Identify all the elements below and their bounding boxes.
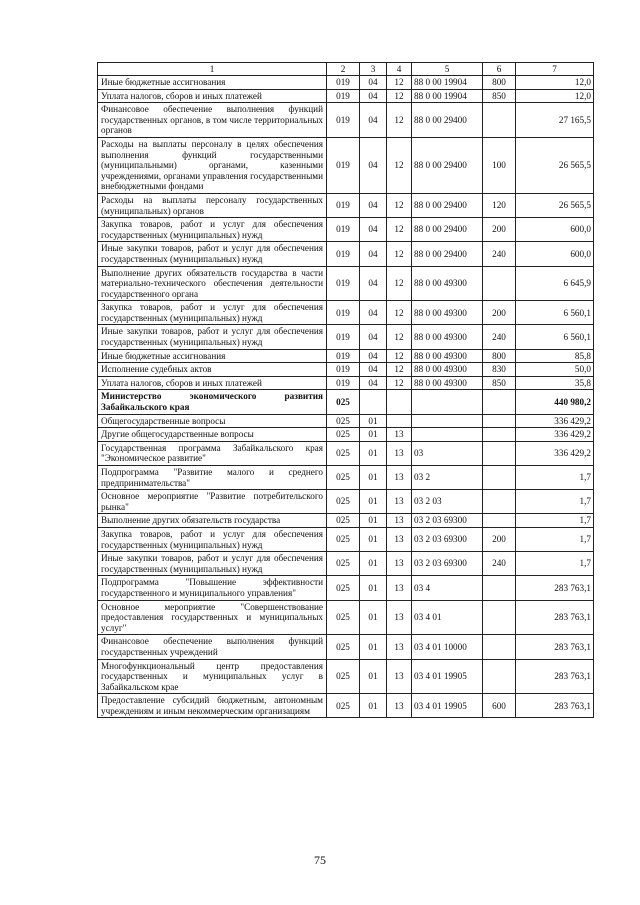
- cell-subsection: 12: [387, 76, 412, 90]
- cell-subsection: 12: [387, 89, 412, 103]
- cell-amount: 27 165,5: [516, 103, 594, 138]
- cell-expense-type: 200: [483, 218, 516, 242]
- cell-name: Выполнение других обязательств государства: [98, 514, 327, 528]
- cell-ministry-code: 025: [327, 694, 360, 718]
- cell-subsection: 12: [387, 349, 412, 363]
- cell-name: Финансовое обеспечение выполнения функций государственных учреждений: [98, 635, 327, 659]
- cell-name: Закупка товаров, работ и услуг для обеспечения государственных (муниципальных) нужд: [98, 301, 327, 325]
- cell-target-article: 88 0 00 29400: [412, 193, 483, 217]
- cell-name: Иные закупки товаров, работ и услуг для обеспечения государственных (муниципальных) нужд: [98, 552, 327, 576]
- cell-name: Министерство экономического развития Забайкальского края: [98, 390, 327, 414]
- cell-section: 04: [360, 376, 387, 390]
- column-header-target-article: 5: [412, 63, 483, 76]
- cell-section: 04: [360, 363, 387, 377]
- table-row: [98, 576, 594, 600]
- cell-expense-type: [483, 600, 516, 635]
- cell-name: Расходы на выплаты персоналу в целях обеспечения выполнения функций государственными (муниципальными) органами, казенными учреждениями, органами управления государственными внебюджетными фондами: [98, 137, 327, 193]
- cell-target-article: 03 4 01 19905: [412, 694, 483, 718]
- cell-expense-type: 200: [483, 301, 516, 325]
- table-row: [98, 694, 594, 718]
- cell-name: Расходы на выплаты персоналу государственных (муниципальных) органов: [98, 193, 327, 217]
- cell-target-article: 03 2 03 69300: [412, 552, 483, 576]
- cell-expense-type: 240: [483, 242, 516, 266]
- table-row: [98, 301, 594, 325]
- column-header-expense-type: 6: [483, 63, 516, 76]
- cell-subsection: 12: [387, 325, 412, 349]
- cell-section: 01: [360, 576, 387, 600]
- cell-name: Иные закупки товаров, работ и услуг для обеспечения государственных (муниципальных) нужд: [98, 325, 327, 349]
- cell-expense-type: [483, 103, 516, 138]
- cell-subsection: 13: [387, 635, 412, 659]
- cell-section: 01: [360, 552, 387, 576]
- cell-expense-type: [483, 441, 516, 465]
- cell-section: 04: [360, 242, 387, 266]
- cell-section: 04: [360, 103, 387, 138]
- cell-subsection: 12: [387, 103, 412, 138]
- cell-ministry-code: 025: [327, 441, 360, 465]
- cell-name: Иные бюджетные ассигнования: [98, 349, 327, 363]
- cell-target-article: 88 0 00 49300: [412, 301, 483, 325]
- cell-amount: 440 980,2: [516, 390, 594, 414]
- cell-name: Уплата налогов, сборов и иных платежей: [98, 89, 327, 103]
- cell-section: 01: [360, 527, 387, 551]
- cell-ministry-code: 019: [327, 266, 360, 301]
- cell-ministry-code: 019: [327, 376, 360, 390]
- table-row: [98, 414, 594, 428]
- cell-target-article: 03 4 01: [412, 600, 483, 635]
- cell-expense-type: [483, 266, 516, 301]
- cell-target-article: 88 0 00 29400: [412, 242, 483, 266]
- table-row: [98, 490, 594, 514]
- cell-subsection: [387, 390, 412, 414]
- cell-target-article: 88 0 00 49300: [412, 363, 483, 377]
- table-row: [98, 552, 594, 576]
- cell-amount: 1,7: [516, 552, 594, 576]
- cell-subsection: 12: [387, 193, 412, 217]
- cell-name: Государственная программа Забайкальского края "Экономическое развитие": [98, 441, 327, 465]
- cell-target-article: 03 4 01 10000: [412, 635, 483, 659]
- cell-expense-type: 240: [483, 552, 516, 576]
- table-row: [98, 193, 594, 217]
- cell-section: 01: [360, 635, 387, 659]
- cell-name: Иные закупки товаров, работ и услуг для обеспечения государственных (муниципальных) нужд: [98, 242, 327, 266]
- cell-subsection: 13: [387, 514, 412, 528]
- cell-amount: 336 429,2: [516, 441, 594, 465]
- cell-expense-type: 850: [483, 89, 516, 103]
- table-row: [98, 89, 594, 103]
- cell-expense-type: [483, 414, 516, 428]
- cell-section: 01: [360, 466, 387, 490]
- cell-ministry-code: 025: [327, 490, 360, 514]
- cell-amount: 283 763,1: [516, 635, 594, 659]
- cell-ministry-code: 019: [327, 218, 360, 242]
- cell-ministry-code: 019: [327, 89, 360, 103]
- cell-ministry-code: 025: [327, 600, 360, 635]
- table-header-row: [98, 63, 594, 76]
- table-row: [98, 103, 594, 138]
- cell-section: 01: [360, 514, 387, 528]
- cell-amount: 6 645,9: [516, 266, 594, 301]
- cell-subsection: 13: [387, 527, 412, 551]
- column-header-amount: 7: [516, 63, 594, 76]
- cell-name: Предоставление субсидий бюджетным, автономным учреждениям и иным некоммерческим организациям: [98, 694, 327, 718]
- cell-subsection: 12: [387, 363, 412, 377]
- cell-subsection: 13: [387, 576, 412, 600]
- column-header-ministry: 2: [327, 63, 360, 76]
- table-row: [98, 441, 594, 465]
- cell-ministry-code: 019: [327, 349, 360, 363]
- cell-target-article: 88 0 00 49300: [412, 325, 483, 349]
- cell-name: Иные бюджетные ассигнования: [98, 76, 327, 90]
- cell-target-article: [412, 428, 483, 442]
- cell-section: 01: [360, 414, 387, 428]
- cell-target-article: 88 0 00 49300: [412, 376, 483, 390]
- cell-name: Закупка товаров, работ и услуг для обеспечения государственных (муниципальных) нужд: [98, 218, 327, 242]
- cell-subsection: 13: [387, 659, 412, 694]
- cell-expense-type: [483, 466, 516, 490]
- cell-amount: 6 560,1: [516, 301, 594, 325]
- cell-section: 01: [360, 600, 387, 635]
- column-header-name: 1: [98, 63, 327, 76]
- cell-ministry-code: 025: [327, 635, 360, 659]
- cell-ministry-code: 025: [327, 390, 360, 414]
- cell-subsection: 13: [387, 466, 412, 490]
- cell-subsection: 12: [387, 242, 412, 266]
- cell-name: Основное мероприятие "Совершенствование предоставления государственных и муниципальных услуг": [98, 600, 327, 635]
- table-row: [98, 325, 594, 349]
- cell-target-article: 88 0 00 29400: [412, 103, 483, 138]
- cell-section: 01: [360, 659, 387, 694]
- table-row: [98, 266, 594, 301]
- cell-subsection: 12: [387, 266, 412, 301]
- cell-subsection: 13: [387, 428, 412, 442]
- cell-expense-type: [483, 659, 516, 694]
- cell-amount: 600,0: [516, 242, 594, 266]
- cell-expense-type: [483, 428, 516, 442]
- cell-subsection: 13: [387, 441, 412, 465]
- cell-ministry-code: 025: [327, 428, 360, 442]
- table-row: [98, 428, 594, 442]
- column-header-section: 3: [360, 63, 387, 76]
- cell-section: 01: [360, 441, 387, 465]
- cell-subsection: 13: [387, 552, 412, 576]
- cell-expense-type: [483, 576, 516, 600]
- cell-expense-type: [483, 490, 516, 514]
- table-row: [98, 242, 594, 266]
- table-row: [98, 363, 594, 377]
- cell-amount: 6 560,1: [516, 325, 594, 349]
- table-row: [98, 600, 594, 635]
- cell-section: 04: [360, 266, 387, 301]
- table-row: [98, 349, 594, 363]
- cell-ministry-code: 025: [327, 552, 360, 576]
- cell-name: Многофункциональный центр предоставления государственных и муниципальных услуг в Забайкальском крае: [98, 659, 327, 694]
- cell-ministry-code: 019: [327, 103, 360, 138]
- cell-target-article: 03 4: [412, 576, 483, 600]
- cell-name: Подпрограмма "Повышение эффективности государственного и муниципального управления": [98, 576, 327, 600]
- cell-ministry-code: 025: [327, 527, 360, 551]
- cell-target-article: [412, 390, 483, 414]
- cell-target-article: 88 0 00 49300: [412, 266, 483, 301]
- cell-expense-type: [483, 390, 516, 414]
- cell-section: 04: [360, 137, 387, 193]
- cell-expense-type: [483, 635, 516, 659]
- cell-name: Финансовое обеспечение выполнения функций государственных органов, в том числе территориальных органов: [98, 103, 327, 138]
- cell-section: 04: [360, 193, 387, 217]
- cell-target-article: 03 2 03 69300: [412, 514, 483, 528]
- cell-target-article: 88 0 00 49300: [412, 349, 483, 363]
- cell-name: Уплата налогов, сборов и иных платежей: [98, 376, 327, 390]
- cell-subsection: [387, 414, 412, 428]
- cell-section: 01: [360, 694, 387, 718]
- table-row: [98, 466, 594, 490]
- cell-subsection: 13: [387, 600, 412, 635]
- cell-amount: 12,0: [516, 89, 594, 103]
- cell-ministry-code: 019: [327, 363, 360, 377]
- cell-name: Выполнение других обязательств государства в части материально-технического обеспечения деятельности государственного органа: [98, 266, 327, 301]
- cell-name: Другие общегосударственные вопросы: [98, 428, 327, 442]
- cell-expense-type: 800: [483, 349, 516, 363]
- cell-name: Закупка товаров, работ и услуг для обеспечения государственных (муниципальных) нужд: [98, 527, 327, 551]
- cell-expense-type: 120: [483, 193, 516, 217]
- page-number: 75: [314, 853, 326, 867]
- table-row: [98, 659, 594, 694]
- cell-amount: 50,0: [516, 363, 594, 377]
- cell-expense-type: 200: [483, 527, 516, 551]
- cell-name: Основное мероприятие "Развитие потребительского рынка": [98, 490, 327, 514]
- cell-section: 04: [360, 325, 387, 349]
- cell-section: 04: [360, 89, 387, 103]
- cell-section: 04: [360, 218, 387, 242]
- cell-ministry-code: 019: [327, 137, 360, 193]
- cell-amount: 283 763,1: [516, 600, 594, 635]
- cell-name: Исполнение судебных актов: [98, 363, 327, 377]
- cell-expense-type: 850: [483, 376, 516, 390]
- cell-target-article: 03 2: [412, 466, 483, 490]
- table-row: [98, 376, 594, 390]
- cell-name: Подпрограмма "Развитие малого и среднего предпринимательства": [98, 466, 327, 490]
- cell-amount: 26 565,5: [516, 193, 594, 217]
- cell-target-article: 03 2 03: [412, 490, 483, 514]
- cell-ministry-code: 019: [327, 242, 360, 266]
- cell-expense-type: 600: [483, 694, 516, 718]
- cell-amount: 85,8: [516, 349, 594, 363]
- table-row: [98, 635, 594, 659]
- cell-expense-type: 240: [483, 325, 516, 349]
- cell-ministry-code: 019: [327, 325, 360, 349]
- cell-section: 04: [360, 301, 387, 325]
- cell-subsection: 13: [387, 694, 412, 718]
- table-row: [98, 514, 594, 528]
- cell-target-article: 88 0 00 29400: [412, 218, 483, 242]
- table-row: [98, 76, 594, 90]
- cell-expense-type: 100: [483, 137, 516, 193]
- cell-target-article: [412, 414, 483, 428]
- cell-name: Общегосударственные вопросы: [98, 414, 327, 428]
- table-body: [98, 76, 594, 718]
- cell-target-article: 03: [412, 441, 483, 465]
- cell-subsection: 12: [387, 301, 412, 325]
- cell-expense-type: [483, 514, 516, 528]
- column-header-subsection: 4: [387, 63, 412, 76]
- cell-section: [360, 390, 387, 414]
- cell-target-article: 88 0 00 19904: [412, 76, 483, 90]
- cell-expense-type: 830: [483, 363, 516, 377]
- cell-target-article: 03 4 01 19905: [412, 659, 483, 694]
- table-row: [98, 390, 594, 414]
- table-row: [98, 137, 594, 193]
- cell-subsection: 12: [387, 218, 412, 242]
- cell-ministry-code: 025: [327, 576, 360, 600]
- cell-target-article: 03 2 03 69300: [412, 527, 483, 551]
- cell-subsection: 13: [387, 490, 412, 514]
- cell-amount: 283 763,1: [516, 694, 594, 718]
- cell-amount: 600,0: [516, 218, 594, 242]
- cell-section: 01: [360, 428, 387, 442]
- budget-table: [97, 62, 594, 718]
- budget-table-container: [97, 62, 593, 718]
- cell-amount: 12,0: [516, 76, 594, 90]
- cell-expense-type: 800: [483, 76, 516, 90]
- cell-amount: 35,8: [516, 376, 594, 390]
- table-row: [98, 527, 594, 551]
- cell-amount: 1,7: [516, 514, 594, 528]
- cell-section: 04: [360, 76, 387, 90]
- cell-section: 01: [360, 490, 387, 514]
- cell-target-article: 88 0 00 19904: [412, 89, 483, 103]
- cell-subsection: 12: [387, 137, 412, 193]
- cell-subsection: 12: [387, 376, 412, 390]
- cell-ministry-code: 025: [327, 514, 360, 528]
- cell-ministry-code: 025: [327, 414, 360, 428]
- cell-ministry-code: 025: [327, 659, 360, 694]
- cell-amount: 336 429,2: [516, 414, 594, 428]
- cell-section: 04: [360, 349, 387, 363]
- table-row: [98, 218, 594, 242]
- cell-amount: 26 565,5: [516, 137, 594, 193]
- cell-amount: 283 763,1: [516, 659, 594, 694]
- cell-amount: 1,7: [516, 490, 594, 514]
- cell-ministry-code: 025: [327, 466, 360, 490]
- cell-ministry-code: 019: [327, 301, 360, 325]
- cell-amount: 283 763,1: [516, 576, 594, 600]
- cell-ministry-code: 019: [327, 76, 360, 90]
- cell-amount: 1,7: [516, 466, 594, 490]
- cell-amount: 1,7: [516, 527, 594, 551]
- cell-target-article: 88 0 00 29400: [412, 137, 483, 193]
- cell-ministry-code: 019: [327, 193, 360, 217]
- cell-amount: 336 429,2: [516, 428, 594, 442]
